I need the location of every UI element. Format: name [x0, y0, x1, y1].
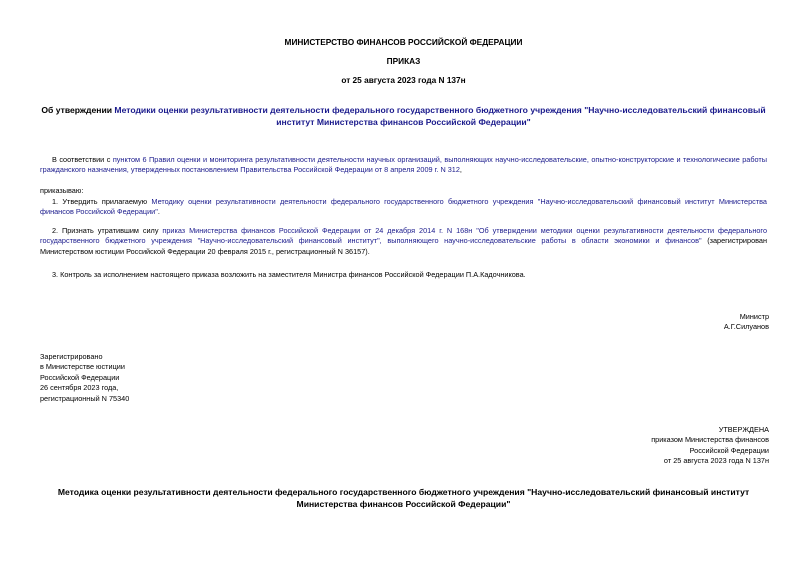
signer-position: Министр: [739, 312, 769, 321]
approval-line: приказом Министерства финансов: [651, 435, 769, 445]
ministry-heading: МИНИСТЕРСТВО ФИНАНСОВ РОССИЙСКОЙ ФЕДЕРАЦИИ: [284, 37, 523, 47]
registration-line: регистрационный N 75340: [40, 393, 130, 403]
registration-line: в Министерстве юстиции: [40, 362, 125, 372]
preamble-paragraph: [40, 155, 767, 176]
approval-line: Российской Федерации: [689, 445, 769, 455]
order-item-1: [40, 197, 767, 218]
item2-text-after: (зарегистрирован Министерством юстиции Российской Федерации 20 февраля 2015 г., регистрационный N 36157).: [40, 236, 768, 256]
subject-methodology-link[interactable]: Методики оценки результативности деятельности федерального государственного бюджетного учреждения "Научно-исследовательский финансовый институт Министерства финансов Российской Федерации": [114, 105, 766, 127]
subject-prefix: Об утверждении: [41, 105, 115, 115]
preamble-text-after: ,: [459, 165, 462, 175]
doc-type-heading: ПРИКАЗ: [386, 56, 421, 66]
preamble-rules-link[interactable]: пунктом 6 Правил оценки и мониторинга результативности деятельности научных организаций, выполняющих научно-исследовательские, опытно-конструкторские и технологические работы гражданского назначения, утвержденных постановлением Правительства Российской Федерации от 8 апреля 2009 г. N 312: [40, 155, 767, 175]
approval-line: от 25 августа 2023 года N 137н: [663, 456, 769, 466]
item2-text-before: 2. Признать утратившим силу: [52, 226, 163, 235]
ordered-word: приказываю:: [40, 186, 84, 195]
registration-line: Зарегистрировано: [40, 352, 103, 361]
appendix-title: Методика оценки результативности деятельности федерального государственного бюджетного учреждения "Научно-исследовательский финансовый институт Министерства финансов Российской Федерации": [57, 487, 750, 509]
item2-repealed-order-link[interactable]: приказ Министерства финансов Российской Федерации от 24 декабря 2014 г. N 168н "Об утверждении методики оценки результативности деятельности федерального государственного бюджетного учреждения "Научно-исследовательский финансовый институт", выполняющего научно-исследовательские работы в области экономики и финансов": [40, 226, 767, 246]
preamble-text-before: В соответствии с: [52, 155, 113, 164]
item1-text-before: 1. Утвердить прилагаемую: [52, 197, 152, 206]
signer-name: А.Г.Силуанов: [723, 322, 769, 332]
item1-methodology-link[interactable]: Методику оценки результативности деятельности федерального государственного бюджетного учреждения "Научно-исследовательский финансовый институт Министерства финансов Российской Федерации": [40, 197, 767, 217]
order-subject: [40, 104, 767, 128]
order-item-3: 3. Контроль за исполнением настоящего приказа возложить на заместителя Министра финансов Российской Федерации П.А.Кадочникова.: [52, 270, 526, 279]
registration-block: [40, 352, 129, 404]
registration-line: Российской Федерации: [40, 372, 120, 382]
approval-line: УТВЕРЖДЕНА: [718, 425, 769, 434]
order-date-number: от 25 августа 2023 года N 137н: [341, 75, 466, 85]
registration-line: 26 сентября 2023 года,: [40, 383, 119, 393]
item1-text-after: .: [157, 207, 160, 217]
approval-block: [651, 425, 769, 467]
signature-block: [724, 312, 769, 333]
order-item-2: [40, 226, 767, 257]
